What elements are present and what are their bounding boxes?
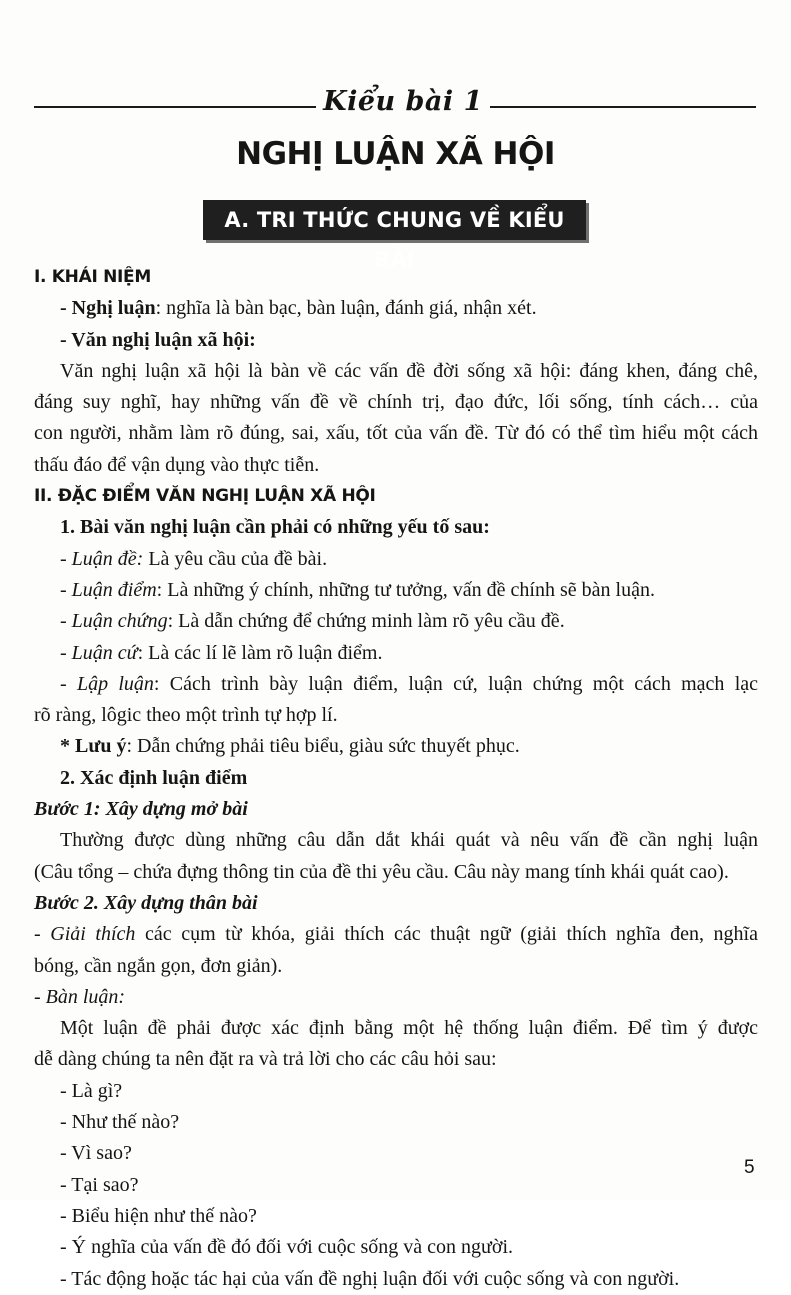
subheading-xac-dinh (34, 763, 758, 794)
ban-luan-item (34, 982, 758, 1013)
question-item: - Tại sao? (60, 1173, 139, 1196)
luan-chung-item (34, 606, 758, 637)
paragraph-line: thấu đáo để vận dụng vào thực tiễn. (34, 453, 320, 476)
heading-khai-niem: I. KHÁI NIỆM (34, 267, 151, 287)
nghi-luan-definition (34, 293, 758, 324)
lap-luan-item (34, 669, 758, 700)
subheading-text: 1. Bài văn nghị luận cần phải có những yếu tố sau: (60, 516, 490, 539)
step-2-heading: Bước 2. Xây dựng thân bài (34, 891, 258, 914)
paragraph-line: con người, nhằm làm rõ đúng, sai, xấu, tốt của vấn đề. Từ đó có thể tìm hiểu một cách (34, 422, 758, 445)
term: - Luận chứng (60, 610, 168, 633)
question-item: - Là gì? (60, 1079, 123, 1102)
question-item: - Ý nghĩa của vấn đề đó đối với cuộc sống và con người. (60, 1236, 513, 1259)
question-item: - Như thế nào? (60, 1111, 180, 1134)
definition: các cụm từ khóa, giải thích các thuật ngữ (giải thích nghĩa đen, nghĩa (135, 923, 758, 946)
question-item: - Biểu hiện như thế nào? (60, 1204, 257, 1227)
subheading-text: 2. Xác định luận điểm (60, 766, 248, 789)
header-rule-right (490, 106, 756, 108)
term: * Lưu ý (60, 735, 127, 758)
document-body (34, 262, 758, 1295)
term: - Nghị luận (60, 297, 156, 320)
luan-diem-item (34, 575, 758, 606)
definition: : Là các lí lẽ làm rõ luận điểm. (137, 641, 383, 664)
definition: : Dẫn chứng phải tiêu biểu, giàu sức thuyết phục. (126, 735, 520, 758)
kieu-bai-header (34, 84, 756, 124)
paragraph-line: Văn nghị luận xã hội là bàn về các vấn đề đời sống xã hội: đáng khen, đáng chê, (60, 359, 758, 382)
term: - Luận đề: (60, 547, 144, 570)
luan-cu-item (34, 638, 758, 669)
paragraph-line: bóng, cần ngắn gọn, đơn giản). (34, 954, 283, 977)
section-banner: A. TRI THỨC CHUNG VỀ KIỂU BÀI (203, 200, 586, 240)
subheading-yeu-to (34, 512, 758, 543)
van-nghi-luan-term (34, 325, 758, 356)
term: - Giải thích (34, 923, 136, 946)
luan-de-item (34, 544, 758, 575)
page-title: NGHỊ LUẬN XÃ HỘI (236, 136, 555, 172)
kieu-bai-label: Kiểu bài 1 (323, 86, 483, 117)
definition: : Là dẫn chứng để chứng minh làm rõ yêu cầu đề. (167, 610, 565, 633)
paragraph-line: (Câu tổng – chứa đựng thông tin của đề thi yêu cầu. Câu này mang tính khái quát cao). (34, 860, 729, 883)
luu-y-note (34, 731, 758, 762)
paragraph-line: Một luận đề phải được xác định bằng một hệ thống luận điểm. Để tìm ý được (60, 1017, 758, 1040)
header-rule-left (34, 106, 316, 108)
question-item: - Tác động hoặc tác hại của vấn đề nghị luận đối với cuộc sống và con người. (60, 1267, 680, 1290)
question-item: - Vì sao? (60, 1142, 132, 1165)
term: - Lập luận (60, 672, 154, 695)
term: - Luận cứ (60, 641, 138, 664)
definition: : Cách trình bày luận điểm, luận cứ, luận chứng một cách mạch lạc (153, 672, 759, 695)
heading-dac-diem: II. ĐẶC ĐIỂM VĂN NGHỊ LUẬN XÃ HỘI (34, 486, 376, 507)
giai-thich-item (34, 919, 758, 950)
term: - Luận điểm (60, 578, 157, 601)
page-number: 5 (744, 1157, 755, 1178)
paragraph-line: dễ dàng chúng ta nên đặt ra và trả lời cho các câu hỏi sau: (34, 1048, 497, 1071)
definition: : nghĩa là bàn bạc, bàn luận, đánh giá, nhận xét. (155, 297, 537, 320)
step-1-heading: Bước 1: Xây dựng mở bài (34, 798, 248, 821)
definition: : Là những ý chính, những tư tưởng, vấn đề chính sẽ bàn luận. (156, 578, 655, 601)
term: - Bàn luận: (34, 985, 126, 1008)
paragraph-line: đáng suy nghĩ, hay những vấn đề về chính trị, đạo đức, lối sống, tính cách… của (34, 391, 758, 414)
paragraph-line: rõ ràng, lôgic theo một trình tự hợp lí. (34, 704, 338, 727)
term: - Văn nghị luận xã hội: (60, 328, 256, 351)
paragraph-line: Thường được dùng những câu dẫn dắt khái quát và nêu vấn đề cần nghị luận (60, 829, 758, 852)
definition: Là yêu cầu của đề bài. (143, 547, 328, 570)
